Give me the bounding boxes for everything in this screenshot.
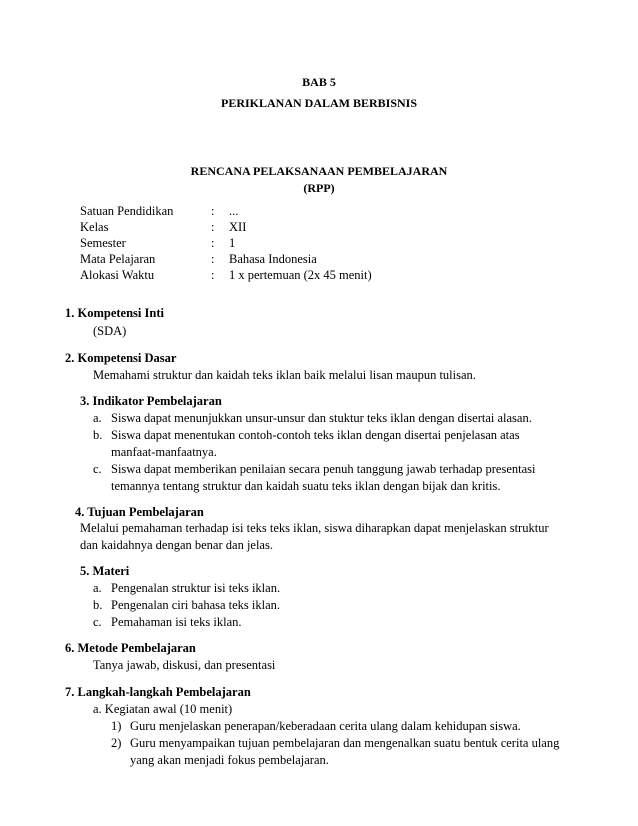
info-label: Satuan Pendidikan	[80, 204, 174, 218]
list-marker: b.	[93, 598, 103, 612]
section-heading-materi: 5. Materi	[80, 564, 130, 578]
section-body: dan kaidahnya dengan benar dan jelas.	[80, 538, 273, 552]
section-heading-metode: 6. Metode Pembelajaran	[65, 641, 196, 655]
info-label: Alokasi Waktu	[80, 268, 155, 282]
subsection-heading: a. Kegiatan awal (10 menit)	[93, 702, 233, 716]
info-colon: :	[211, 268, 215, 282]
section-body: Melalui pemahaman terhadap isi teks teks iklan, siswa diharapkan dapat menjelaskan struktur	[80, 521, 549, 535]
list-text: Guru menjelaskan penerapan/keberadaan cerita ulang dalam kehidupan siswa.	[130, 719, 521, 733]
list-marker: c.	[93, 462, 102, 476]
list-text: Siswa dapat memberikan penilaian secara penuh tanggung jawab terhadap presentasi	[111, 462, 536, 476]
section-heading-indikator: 3. Indikator Pembelajaran	[80, 394, 222, 408]
section-heading-tujuan: 4. Tujuan Pembelajaran	[75, 505, 204, 519]
list-marker: a.	[93, 411, 102, 425]
list-text: manfaat-manfaatnya.	[111, 445, 217, 459]
info-value: Bahasa Indonesia	[229, 252, 317, 266]
info-colon: :	[211, 204, 215, 218]
section-heading-kompetensi-dasar: 2. Kompetensi Dasar	[65, 351, 177, 365]
list-marker: b.	[93, 428, 103, 442]
section-body: Tanya jawab, diskusi, dan presentasi	[93, 658, 276, 672]
list-marker: 2)	[111, 736, 122, 750]
list-text: Pengenalan ciri bahasa teks iklan.	[111, 598, 281, 612]
list-text: Pemahaman isi teks iklan.	[111, 615, 242, 629]
list-text: yang akan menjadi fokus pembelajaran.	[130, 753, 329, 767]
info-value: 1 x pertemuan (2x 45 menit)	[229, 268, 372, 282]
info-colon: :	[211, 252, 215, 266]
list-marker: c.	[93, 615, 102, 629]
chapter-title: PERIKLANAN DALAM BERBISNIS	[220, 96, 418, 110]
chapter-label: BAB 5	[302, 75, 336, 89]
list-text: Siswa dapat menentukan contoh-contoh teks iklan dengan disertai penjelasan atas	[111, 428, 520, 442]
section-heading-langkah: 7. Langkah-langkah Pembelajaran	[65, 685, 251, 699]
info-label: Kelas	[80, 220, 109, 234]
info-value: ...	[229, 204, 239, 218]
info-colon: :	[211, 220, 215, 234]
list-text: Siswa dapat menunjukkan unsur-unsur dan stuktur teks iklan dengan disertai alasan.	[111, 411, 532, 425]
info-value: XII	[229, 220, 247, 234]
section-body: Memahami struktur dan kaidah teks iklan baik melalui lisan maupun tulisan.	[93, 368, 476, 382]
list-text: temannya tentang struktur dan kaidah suatu teks iklan dengan bijak dan kritis.	[111, 479, 501, 493]
rpp-abbreviation: (RPP)	[303, 181, 335, 195]
list-marker: 1)	[111, 719, 122, 733]
info-label: Semester	[80, 236, 126, 250]
section-body: (SDA)	[93, 324, 127, 338]
list-text: Pengenalan struktur isi teks iklan.	[111, 581, 281, 595]
rpp-title: RENCANA PELAKSANAAN PEMBELAJARAN	[190, 164, 448, 178]
info-value: 1	[229, 236, 236, 250]
list-marker: a.	[93, 581, 102, 595]
section-heading-kompetensi-inti: 1. Kompetensi Inti	[65, 306, 164, 320]
info-label: Mata Pelajaran	[80, 252, 156, 266]
info-colon: :	[211, 236, 215, 250]
list-text: Guru menyampaikan tujuan pembelajaran dan mengenalkan suatu bentuk cerita ulang	[130, 736, 560, 750]
